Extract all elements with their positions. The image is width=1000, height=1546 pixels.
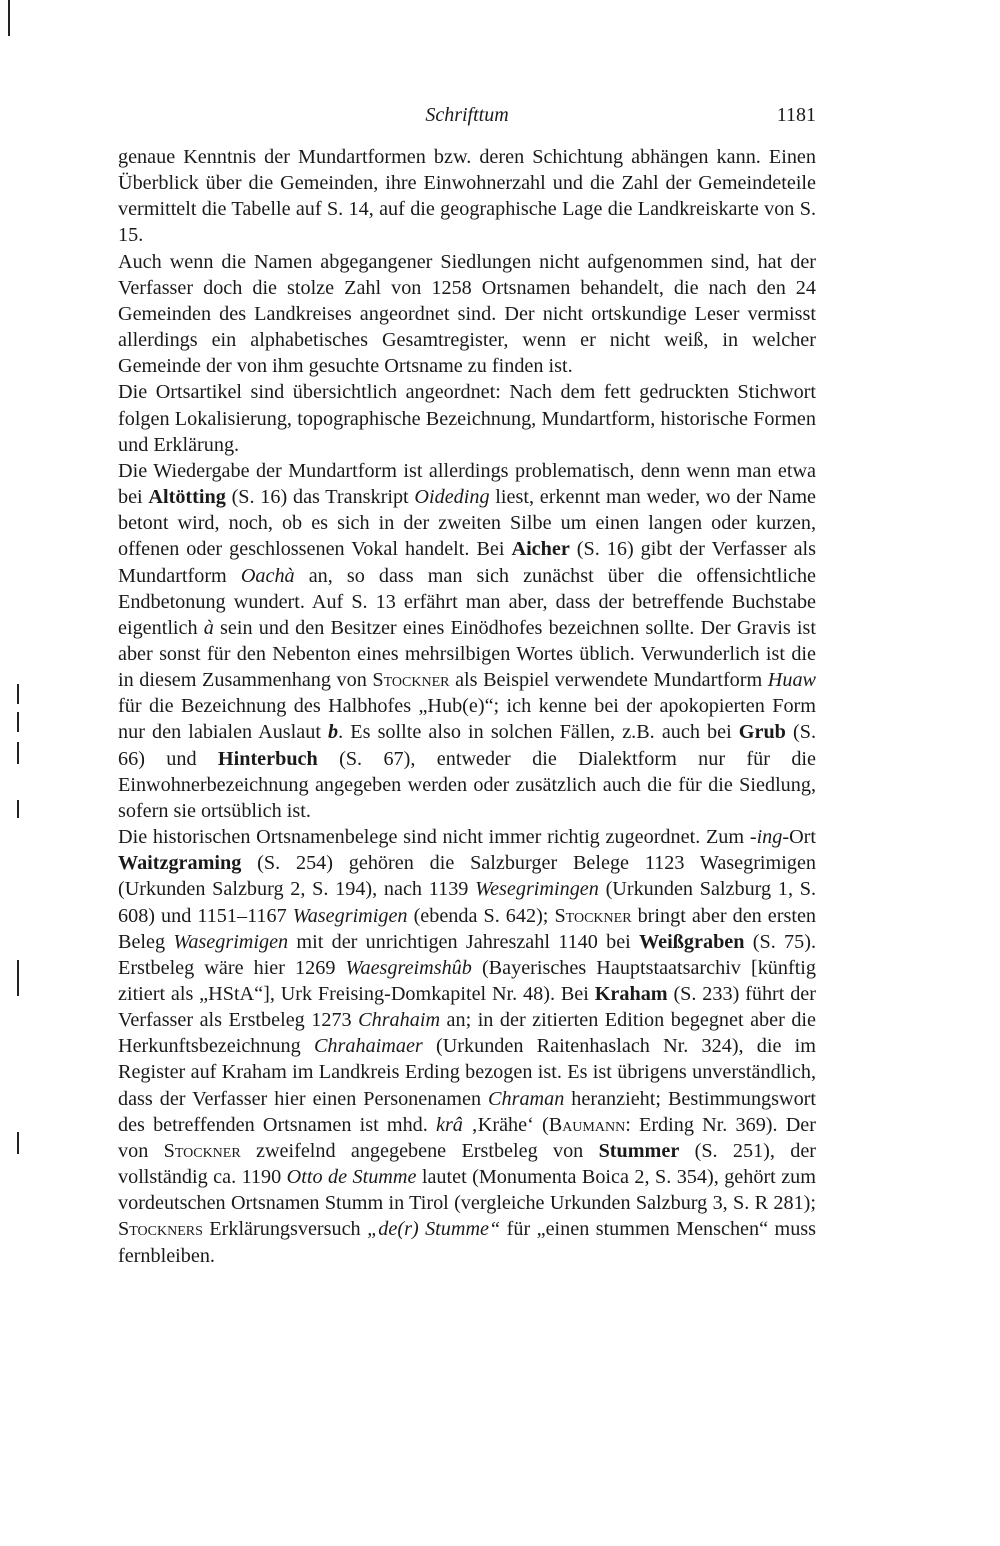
text-run: sein und den Besitzer eines Einödhofes bezeichnen sollte. Der Gravis ist aber sonst für den Nebenton eines mehrsilbigen Wortes üblich. Verwunderlich ist die in diesem Zusammenhang von [118, 616, 816, 692]
text-run: Kraham [594, 983, 668, 1005]
text-run: . Es sollte also in solchen Fällen, z.B. auch bei [338, 721, 739, 744]
text-run: lautet (Monumenta Boica 2, S. 354), gehört zum vordeutschen Ortsnamen Stumm in Tirol (vergleiche Urkunden Salzburg 3, S. R 281); [118, 1166, 816, 1215]
text-run: Erklärungsversuch [202, 1218, 368, 1241]
text-run: Oachà [240, 564, 295, 587]
text-run: für „einen stummen Menschen“ muss fernbleiben. [118, 1218, 817, 1267]
text-run: (S. 251), der vollständig ca. 1190 [118, 1139, 817, 1189]
text-run: ing [756, 826, 783, 849]
text-run: (S. 16) gibt der Verfasser als Mundartform [118, 538, 816, 587]
text-run: Stockner [163, 1139, 241, 1162]
text-run: à [203, 616, 214, 639]
paragraph [118, 144, 816, 249]
text-run: genaue Kenntnis der Mundartformen bzw. deren Schichtung abhängen kann. Einen Überblick über die Gemeinden, ihre Einwohnerzahl und die Zahl der Gemeindeteile vermittelt die Tabelle auf S. 14, auf die geographische Lage die Landkreiskarte von S. 15. [118, 146, 816, 247]
text-run: Hinterbuch [217, 747, 318, 770]
scan-edge-mark [17, 684, 19, 704]
scan-edge-mark [8, 0, 10, 36]
text-run: heranzieht; Bestimmungswort des betreffenden Ortsnamen ist mhd. [118, 1087, 817, 1136]
scan-edge-mark [17, 800, 19, 818]
text-run: an, so dass man sich zunächst über die offensichtliche Endbetonung wundert. Auf S. 13 erfährt man aber, dass der betreffende Buchstabe eigentlich [118, 564, 817, 639]
text-run: Oideding [414, 486, 490, 509]
text-run: : Erding Nr. 369). Der von [118, 1113, 816, 1162]
text-run: Altötting [148, 486, 226, 509]
text-run: Baumann [548, 1113, 626, 1136]
text-run: Die Ortsartikel sind übersichtlich angeordnet: Nach dem fett gedruckten Stichwort folgen Lokalisierung, topographische Bezeichnung, Mundartform, historische Formen und Erklärung. [118, 381, 816, 456]
scan-edge-mark [17, 712, 19, 732]
scan-edge-mark [17, 1132, 19, 1154]
text-run: mit der unrichtigen Jahreszahl 1140 bei [288, 930, 640, 953]
text-run: (S. 233) führt der Verfasser als Erstbeleg 1273 [118, 983, 816, 1032]
page-number: 1181 [776, 104, 816, 126]
text-run: Waitzgraming [118, 852, 242, 875]
text-run: (ebenda S. 642); [407, 904, 555, 927]
page-header [118, 104, 816, 132]
scan-edge-mark [17, 960, 19, 996]
running-title: Schrifttum [425, 104, 509, 126]
text-run: Die historischen Ortsnamenbelege sind nicht immer richtig zugeordnet. Zum - [118, 826, 757, 849]
text-run: Weißgraben [639, 930, 745, 953]
body-text [118, 144, 816, 1269]
text-run: Grub [738, 721, 786, 744]
text-run: Stummer [598, 1139, 680, 1162]
paragraph [118, 379, 816, 457]
text-run: -Ort [782, 826, 816, 849]
paragraph [118, 458, 816, 824]
text-run: krâ [435, 1113, 463, 1136]
text-run: Wasegrimigen [173, 930, 289, 953]
text-run: (Urkunden Raitenhaslach Nr. 324), die im Register auf Kraham im Landkreis Erding bezogen ist. Es ist übrigens unverständlich, dass der Verfasser hier einen Personenamen [118, 1035, 816, 1110]
text-run: Huaw [767, 669, 816, 692]
text-run: Wasegrimigen [292, 904, 408, 927]
text-run: „de(r) Stumme“ [367, 1218, 501, 1241]
scan-edge-mark [17, 742, 19, 764]
text-run: (S. 66) und [118, 721, 817, 770]
text-run: Aicher [511, 538, 570, 561]
text-run: Auch wenn die Namen abgegangener Siedlungen nicht aufgenommen sind, hat der Verfasser doch die stolze Zahl von 1258 Ortsnamen behandelt, die nach den 24 Gemeinden des Landkreises angeordnet sind. Der nicht ortskundige Leser vermisst allerdings ein alphabetisches Gesamtregister, wenn er nicht weiß, in welcher Gemeinde der von ihm gesuchte Ortsname zu finden ist. [118, 250, 816, 378]
text-run: liest, erkennt man weder, wo der Name betont wird, noch, ob es sich in der zweiten Silbe um einen langen oder kurzen, offenen oder geschlossenen Vokal handelt. Bei [118, 486, 816, 561]
text-run: bringt aber den ersten Beleg [118, 904, 816, 953]
text-run: Chrahaim [358, 1009, 441, 1032]
text-run: Stockner [554, 904, 632, 927]
paragraph [118, 249, 816, 380]
text-run: (Bayerisches Hauptstaatsarchiv [künftig zitiert als „HStA“], Urk Freising-Domkapitel Nr. 48). Bei [118, 956, 817, 1005]
text-run: (S. 16) das Transkript [225, 486, 415, 509]
text-run: Waesgreimshûb [345, 956, 472, 979]
text-run: (Urkunden Salzburg 1, S. 608) und 1151–1167 [118, 878, 816, 927]
text-run: zweifelnd angegebene Erstbeleg von [240, 1139, 599, 1162]
text-run: an; in der zitierten Edition begegnet aber die Herkunftsbezeichnung [118, 1009, 816, 1058]
text-run: ‚Krähe‘ ( [462, 1113, 549, 1136]
paragraph [118, 824, 816, 1269]
text-run: (S. 254) gehören die Salzburger Belege 1123 Wasegrimigen (Urkunden Salzburg 2, S. 194), nach 1139 [118, 852, 816, 901]
text-run: Stockners [118, 1218, 203, 1241]
text-run: als Beispiel verwendete Mundartform [449, 669, 768, 692]
text-run: b [328, 721, 339, 744]
text-run: Wesegrimingen [475, 878, 599, 901]
text-run: Chrahaimaer [313, 1035, 423, 1058]
text-run: Die Wiedergabe der Mundartform ist allerdings problematisch, denn wenn man etwa bei [118, 459, 816, 509]
text-run: Stockner [372, 669, 450, 692]
text-run: Chraman [488, 1087, 565, 1110]
text-run: für die Bezeichnung des Halbhofes „Hub(e)“; ich kenne bei der apokopierten Form nur den labialen Auslaut [118, 695, 816, 744]
text-run: (S. 67), entweder die Dialektform nur für die Einwohnerbezeichnung angegeben werden oder zusätzlich auch die für die Siedlung, sofern sie ortsüblich ist. [118, 747, 816, 822]
text-run: (S. 75). Erstbeleg wäre hier 1269 [118, 930, 816, 979]
text-run: Otto de Stumme [286, 1166, 417, 1189]
